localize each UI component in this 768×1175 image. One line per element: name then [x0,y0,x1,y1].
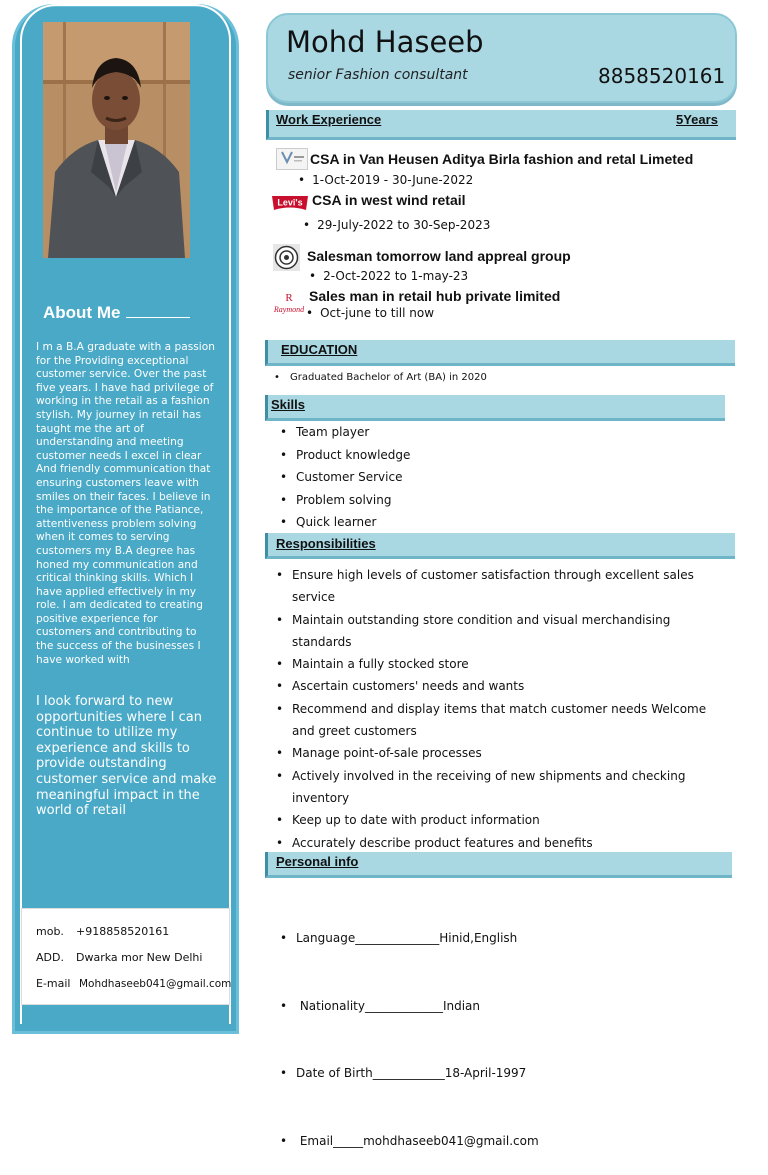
svg-text:R: R [285,292,293,304]
skill-item: • Problem solving [276,489,410,512]
education-item: • Graduated Bachelor of Art (BA) in 2020 [270,372,487,383]
candidate-name: Mohd Haseeb [286,25,484,59]
contact-address: ADD. Dwarka mor New Delhi [36,951,203,964]
skills-bar [265,395,725,421]
job-title-1: CSA in Van Heusen Aditya Birla fashion and retal Limeted [310,151,694,167]
tomorrowland-logo-icon [273,244,300,275]
responsibility-item: • Manage point-of-sale processes [272,742,722,764]
responsibility-item: • Maintain outstanding store condition and visual merchandising standards [272,609,722,654]
personal-info-item: • Language______________Hinid,English [276,927,539,950]
personal-info-item: • Email_____mohdhaseeb041@gmail.com [276,1130,539,1153]
skills-list [276,421,410,534]
personal-info-item: • Nationality_____________Indian [276,995,539,1018]
skill-item: • Product knowledge [276,444,410,467]
about-me-paragraph: I m a B.A graduate with a passion for the Providing exceptional customer service. Over the past five years. I have had privilege of working in the retail as a fashion stylish. My journey in retail has taught me the art of understanding and meeting customer needs I excel in clear And friendly communication that ensuring customers leave with smiles on their faces. I believe in the importance of the Patiance, attentiveness problem solving when it comes to serving customers my B.A degree has honed my communication and critical thinking skills. Which I have applied effectively in my role. I am dedicated to creating positive experience for customers and contributing to the success of the businesses I have worked with [36,341,215,666]
job-dates-3: • 2-Oct-2022 to 1-may-23 [309,269,468,283]
candidate-role: senior Fashion consultant [288,67,468,83]
contact-email: E-mail Mohdhaseeb041@gmail.com [36,977,232,990]
responsibilities-heading: Responsibilities [276,536,376,551]
education-list [270,372,487,383]
contact-mobile: mob. +918858520161 [36,925,170,938]
van-heusen-logo-icon [276,148,308,174]
candidate-phone: 8858520161 [598,64,726,88]
responsibility-item: • Recommend and display items that match customer needs Welcome and greet customers [272,698,722,743]
skill-item: • Team player [276,421,410,444]
svg-text:Raymond: Raymond [273,305,305,314]
job-title-3: Salesman tomorrow land appreal group [307,248,571,264]
responsibilities-list [272,564,722,854]
job-dates-4: • Oct-june to till now [306,306,434,320]
responsibility-item: • Maintain a fully stocked store [272,653,722,675]
education-heading: EDUCATION [281,342,358,357]
responsibility-item: • Ensure high levels of customer satisfaction through excellent sales service [272,564,722,609]
job-dates-2: • 29-July-2022 to 30-Sep-2023 [303,218,490,232]
svg-text:Levi's: Levi's [277,197,303,208]
skills-heading: Skills [271,397,305,412]
job-title-2: CSA in west wind retail [312,192,466,208]
job-dates-1: • 1-Oct-2019 - 30-June-2022 [298,173,473,187]
about-me-heading: About Me [43,303,190,323]
responsibility-item: • Accurately describe product features and benefits [272,832,722,854]
skill-item: • Quick learner [276,511,410,534]
about-me-closing-paragraph: I look forward to new opportunities where I can continue to utilize my experience and skills to provide outstanding customer service and make meaningful impact in the world of retail [36,694,217,819]
personal-info-list [276,882,539,1175]
header-card [266,13,737,103]
personal-info-item: • Date of Birth____________18-April-1997 [276,1062,539,1085]
responsibility-item: • Actively involved in the receiving of new shipments and checking inventory [272,765,722,810]
work-experience-years: 5Years [676,112,718,127]
skill-item: • Customer Service [276,466,410,489]
raymond-logo-icon [271,290,307,320]
contact-box [21,908,230,1005]
job-title-4: Sales man in retail hub private limited [309,288,561,304]
work-experience-heading: Work Experience [276,112,382,127]
profile-photo [43,22,190,258]
responsibility-item: • Ascertain customers' needs and wants [272,675,722,697]
responsibility-item: • Keep up to date with product information [272,809,722,831]
personal-info-heading: Personal info [276,854,359,869]
levis-logo-icon [271,194,309,216]
